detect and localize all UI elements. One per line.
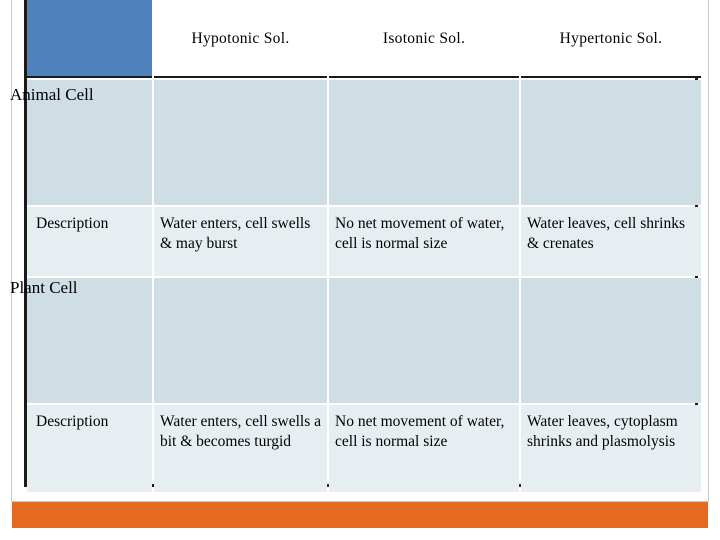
plant-isotonic-description: No net movement of water, cell is normal size <box>335 413 505 450</box>
plant-hypertonic-description: Water leaves, cytoplasm shrinks and plasmolysis <box>527 413 678 450</box>
row-label-plant-cell: Plant Cell <box>10 278 78 297</box>
plant-hypotonic-description: Water enters, cell swells a bit & becomes turgid <box>160 413 322 450</box>
row-label-animal-cell: Animal Cell <box>10 85 94 104</box>
header-hypotonic: Hypotonic Sol. <box>154 0 327 78</box>
animal-hypertonic-cell <box>521 80 701 205</box>
osmosis-comparison-table <box>24 0 698 487</box>
animal-hypertonic-description: Water leaves, cell shrinks & crenates <box>527 215 685 252</box>
row-label-description: Description <box>27 405 152 492</box>
plant-isotonic-cell <box>329 278 519 403</box>
slide-frame-left <box>11 0 12 502</box>
animal-isotonic-description: No net movement of water, cell is normal size <box>335 215 505 252</box>
header-corner-cell <box>27 0 152 78</box>
plant-hypertonic-cell <box>521 278 701 403</box>
plant-hypotonic-cell <box>154 278 327 403</box>
animal-isotonic-cell <box>329 80 519 205</box>
footer-accent-bar <box>12 502 708 528</box>
animal-hypotonic-cell <box>154 80 327 205</box>
header-hypertonic: Hypertonic Sol. <box>521 0 701 78</box>
animal-hypotonic-description: Water enters, cell swells & may burst <box>160 215 311 252</box>
slide-frame-right <box>708 0 709 502</box>
header-isotonic: Isotonic Sol. <box>329 0 519 78</box>
row-label-description: Description <box>27 207 152 276</box>
